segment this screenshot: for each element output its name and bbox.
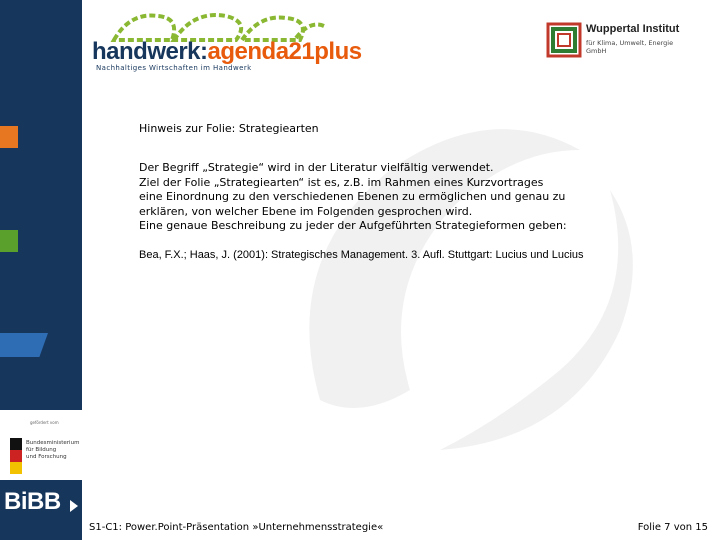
- note-heading: Hinweis zur Folie: Strategiearten: [139, 122, 319, 135]
- body-line: erklären, von welcher Ebene im Folgenden gesprochen wird.: [139, 204, 473, 218]
- handwerk-agenda21plus-logo: [92, 10, 362, 76]
- footer-slide-number: Folie 7 von 15: [637, 522, 708, 533]
- green-tab-marker: [0, 230, 18, 252]
- body-line: Eine genaue Beschreibung zu jeder der Aufgeführten Strategieformen geben:: [139, 219, 567, 232]
- bmbf-sponsor-note: gefördert vom: [30, 420, 59, 425]
- body-line: eine Einordnung zu den verschiedenen Ebenen zu ermöglichen und genau zu: [139, 190, 566, 203]
- bibb-logo: BiBB: [4, 488, 61, 515]
- body-line: Der Begriff „Strategie“ wird in der Literatur vielfältig verwendet.: [139, 161, 494, 174]
- logo-wordmark: handwerk:agenda21plus: [92, 38, 362, 65]
- literature-citation: Bea, F.X.; Haas, J. (2001): Strategisches Management. 3. Aufl. Stuttgart: Lucius und Lucius: [139, 248, 584, 261]
- wuppertal-square-icon: [546, 22, 582, 58]
- bmbf-name: Bundesministerium für Bildung und Forschung: [26, 440, 80, 460]
- german-flag-icon: [10, 438, 22, 474]
- orange-tab-marker: [0, 126, 18, 148]
- logo-tagline: Nachhaltiges Wirtschaften im Handwerk: [96, 64, 252, 72]
- wuppertal-title: Wuppertal Institut: [586, 23, 680, 35]
- body-line: Ziel der Folie „Strategiearten“ ist es, z.B. im Rahmen eines Kurzvortrages: [139, 175, 544, 189]
- note-body: [139, 161, 609, 234]
- wuppertal-institut-logo: [544, 20, 720, 66]
- slide-notes-content: [139, 122, 609, 262]
- wuppertal-subtitle: für Klima, Umwelt, Energie GmbH: [586, 39, 674, 55]
- bmbf-logo: [6, 420, 80, 476]
- bibb-arrow-icon: [70, 500, 78, 512]
- footer-presentation-title: S1-C1: Power.Point-Präsentation »Unternehmensstrategie«: [89, 522, 384, 533]
